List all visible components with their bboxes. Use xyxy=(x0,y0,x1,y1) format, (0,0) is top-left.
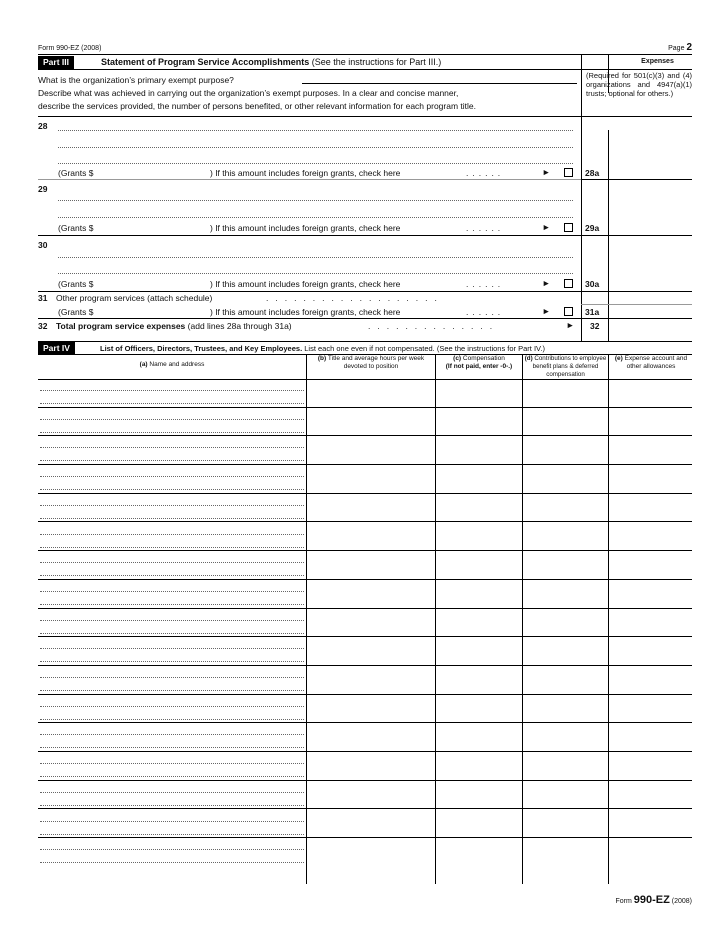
officer-name-line[interactable] xyxy=(40,805,304,806)
line-29-arrow: ► xyxy=(542,222,551,232)
box-28a: 28a xyxy=(585,168,600,178)
officer-row[interactable] xyxy=(38,379,692,408)
officer-name-line[interactable] xyxy=(40,849,304,850)
page-footer: Form 990-EZ (2008) xyxy=(615,894,692,906)
page-header xyxy=(38,42,692,54)
col-b-header: (b) Title and average hours per week devoted to position xyxy=(317,355,425,370)
expenses-heading: Expenses xyxy=(641,58,674,65)
box-29a: 29a xyxy=(585,223,600,233)
part-iv-section xyxy=(38,341,692,884)
officer-name-line[interactable] xyxy=(40,690,304,691)
line-32-arrow: ► xyxy=(566,320,575,330)
officer-row[interactable] xyxy=(38,781,692,810)
line-31-number: 31 xyxy=(38,293,48,303)
line-28-foreign-checkbox[interactable] xyxy=(564,168,573,177)
officer-name-line[interactable] xyxy=(40,734,304,735)
col-c-header: (c) Compensation (If not paid, enter -0-.) xyxy=(445,355,513,370)
box-32: 32 xyxy=(590,321,600,331)
officer-name-line[interactable] xyxy=(40,403,304,404)
line-30-foreign-text: ) If this amount includes foreign grants, check here xyxy=(210,279,401,289)
describe-line-2: describe the services provided, the number of persons benefited, or other relevant information for each program title. xyxy=(38,101,476,111)
line-31-foreign-checkbox[interactable] xyxy=(564,307,573,316)
officer-name-line[interactable] xyxy=(40,763,304,764)
part-iv-label: Part IV xyxy=(38,342,75,355)
officer-row[interactable] xyxy=(38,666,692,695)
line-31-arrow: ► xyxy=(542,306,551,316)
officer-name-line[interactable] xyxy=(40,862,304,863)
officer-name-line[interactable] xyxy=(40,476,304,477)
officer-name-line[interactable] xyxy=(40,620,304,621)
officer-name-line[interactable] xyxy=(40,562,304,563)
officer-name-line[interactable] xyxy=(40,518,304,519)
officer-name-line[interactable] xyxy=(40,534,304,535)
officer-row[interactable] xyxy=(38,695,692,724)
line-32-text: Total program service expenses (add lines 28a through 31a) xyxy=(56,321,292,331)
officer-name-line[interactable] xyxy=(40,547,304,548)
officer-name-line[interactable] xyxy=(40,706,304,707)
box-30a: 30a xyxy=(585,279,600,289)
line-29-foreign-checkbox[interactable] xyxy=(564,223,573,232)
line-29-grants: (Grants $ xyxy=(58,223,94,233)
line-30-number: 30 xyxy=(38,240,48,250)
officer-row[interactable] xyxy=(38,723,692,752)
primary-purpose-question: What is the organization’s primary exempt purpose? xyxy=(38,75,234,85)
officer-row[interactable] xyxy=(38,838,692,867)
line-29-field-1[interactable] xyxy=(58,200,573,201)
form-page xyxy=(38,42,692,884)
part-iii-section: Part III Statement of Program Service Accomplishments (See the instructions for Part III.) Expenses What is the organization’s primary exempt purpose? Describe what was achieved in carrying out the organization’s exempt purposes. In a clear and concise manner, describe the services provided, the number of persons benefited, or other relevant information for each program title. (Required for 501(c)(3) and (4) organizations and 4947(a)(1) trusts; optional for others.) 28 (Grants $ ) If this amount includes foreign grants, check here ...... ► 28a 29 (Grants $ ) If this amount includes foreign grants, check here ...... ► 29a 30 (Grants $ ) If this amount includes foreign grants, check here ...... ► 30a 31 Other program services (attach schedule) ................... (Grants $ ) If this amount includes foreign grants, check here ...... ► 31a 32 Total program service expenses (add lines 28a through 31a) .............. ► 32 xyxy=(38,54,692,341)
officer-row[interactable] xyxy=(38,810,692,839)
line-32-number: 32 xyxy=(38,321,48,331)
officer-row[interactable] xyxy=(38,494,692,523)
describe-line-1: Describe what was achieved in carrying out the organization’s exempt purposes. In a clear and concise manner, xyxy=(38,88,459,98)
officer-name-line[interactable] xyxy=(40,419,304,420)
officer-name-line[interactable] xyxy=(40,505,304,506)
line-31-text: Other program services (attach schedule) xyxy=(56,293,213,303)
part-iii-title: Statement of Program Service Accomplishments (See the instructions for Part III.) xyxy=(101,57,442,67)
line-30-foreign-checkbox[interactable] xyxy=(564,279,573,288)
line-29-field-2[interactable] xyxy=(58,217,573,218)
line-29-foreign-text: ) If this amount includes foreign grants, check here xyxy=(210,223,401,233)
line-28-field-2[interactable] xyxy=(58,147,573,148)
officer-name-line[interactable] xyxy=(40,604,304,605)
officer-name-line[interactable] xyxy=(40,432,304,433)
line-29-number: 29 xyxy=(38,184,48,194)
form-label: Form 990-EZ (2008) xyxy=(38,45,102,52)
officer-name-line[interactable] xyxy=(40,792,304,793)
officer-name-line[interactable] xyxy=(40,390,304,391)
officer-row[interactable] xyxy=(38,580,692,609)
officer-name-line[interactable] xyxy=(40,747,304,748)
officer-row[interactable] xyxy=(38,637,692,666)
line-30-arrow: ► xyxy=(542,278,551,288)
page-number: Page 2 xyxy=(668,42,692,53)
line-28-field-3[interactable] xyxy=(58,163,573,164)
officer-name-line[interactable] xyxy=(40,719,304,720)
officer-row[interactable] xyxy=(38,551,692,580)
primary-purpose-field[interactable] xyxy=(302,83,577,84)
officer-name-line[interactable] xyxy=(40,821,304,822)
col-a-header: (a) Name and address xyxy=(139,361,205,368)
officer-row[interactable] xyxy=(38,465,692,494)
officer-name-line[interactable] xyxy=(40,648,304,649)
officer-row[interactable] xyxy=(38,408,692,437)
line-30-field-2[interactable] xyxy=(58,273,573,274)
officer-name-line[interactable] xyxy=(40,834,304,835)
line-30-grants: (Grants $ xyxy=(58,279,94,289)
officer-name-line[interactable] xyxy=(40,677,304,678)
line-28-arrow: ► xyxy=(542,167,551,177)
line-28-number: 28 xyxy=(38,121,48,131)
box-31a: 31a xyxy=(585,307,600,317)
officer-row[interactable] xyxy=(38,436,692,465)
expenses-note: (Required for 501(c)(3) and (4) organizations and 4947(a)(1) trusts; optional for others.) xyxy=(586,71,692,98)
officer-name-line[interactable] xyxy=(40,661,304,662)
line-28-grants: (Grants $ xyxy=(58,168,94,178)
line-28-field-1[interactable] xyxy=(58,130,573,131)
officer-name-line[interactable] xyxy=(40,460,304,461)
officer-row[interactable] xyxy=(38,752,692,781)
col-d-header: (d) Contributions to employee benefit plans & deferred compensation xyxy=(524,355,607,378)
col-e-header: (e) Expense account and other allowances xyxy=(614,355,688,370)
officer-row[interactable] xyxy=(38,523,692,552)
officer-name-line[interactable] xyxy=(40,575,304,576)
officer-name-line[interactable] xyxy=(40,489,304,490)
part-iv-title: List of Officers, Directors, Trustees, and Key Employees. List each one even if not compensated. (See the instructions for Part IV.) xyxy=(100,344,545,353)
line-28-foreign-text: ) If this amount includes foreign grants, check here xyxy=(210,168,401,178)
officer-name-line[interactable] xyxy=(40,591,304,592)
officer-name-line[interactable] xyxy=(40,633,304,634)
officer-name-line[interactable] xyxy=(40,776,304,777)
line-31-grants: (Grants $ xyxy=(58,307,94,317)
officer-row[interactable] xyxy=(38,609,692,638)
part-iii-label: Part III xyxy=(38,56,74,69)
line-31-foreign-text: ) If this amount includes foreign grants, check here xyxy=(210,307,401,317)
officer-name-line[interactable] xyxy=(40,447,304,448)
line-30-field-1[interactable] xyxy=(58,257,573,258)
